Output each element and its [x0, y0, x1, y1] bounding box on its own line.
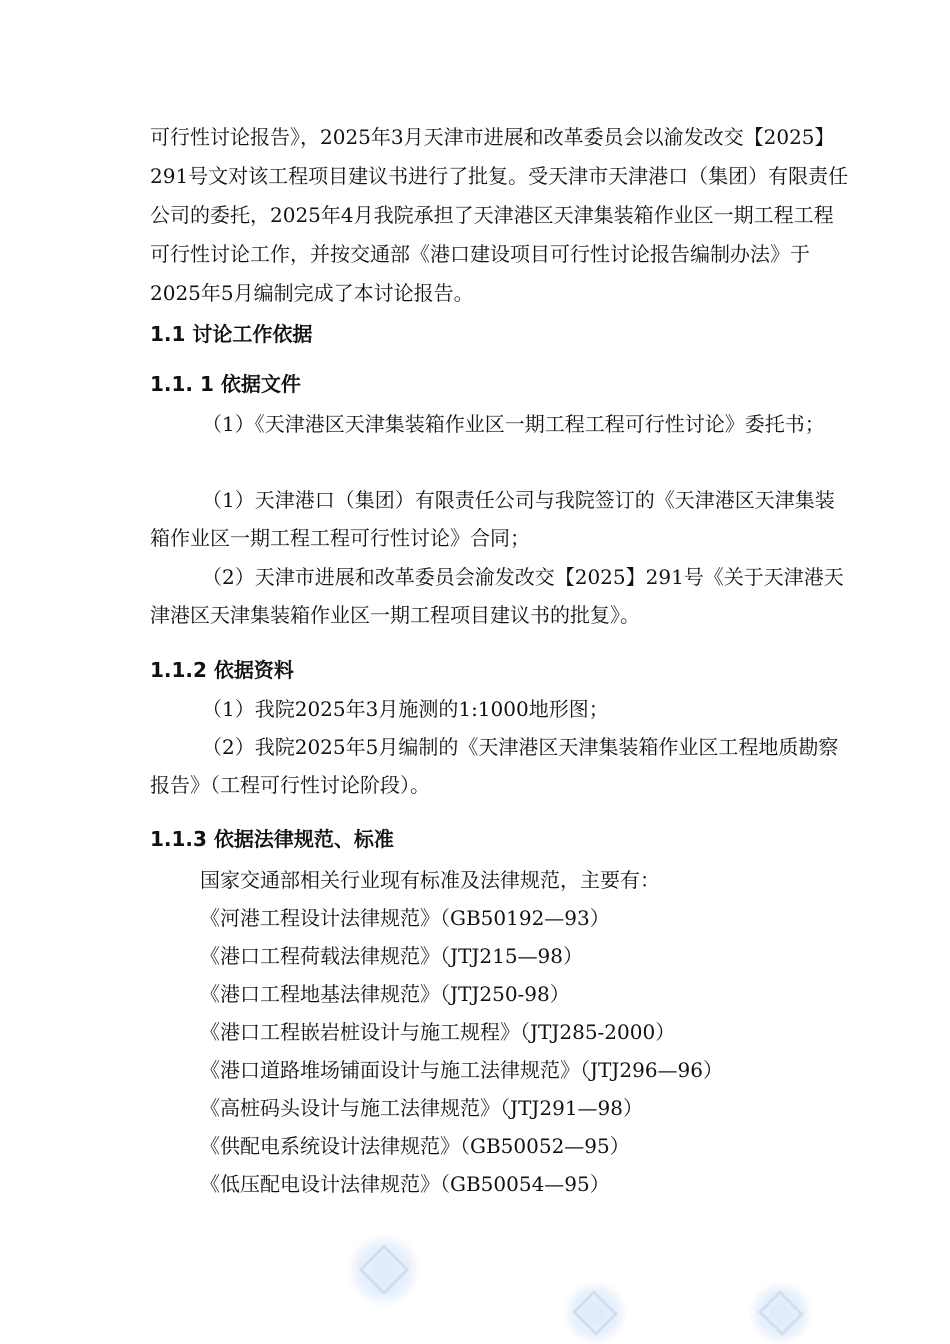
- section-heading-1-1: 1.1 讨论工作依据: [150, 322, 313, 346]
- watermark-snowflake-icon: [560, 1282, 630, 1344]
- material-item-2: （2）我院2025年5月编制的《天津港区天津集装箱作业区工程地质勘察报告》（工程可行性讨论阶段）。: [150, 735, 839, 797]
- standard-item: 《低压配电设计法律规范》（GB50054—95）: [200, 1172, 610, 1196]
- section-heading-1-1-3: 1.1.3 依据法律规范、标准: [150, 827, 394, 851]
- file-item-2: （1）天津港口（集团）有限责任公司与我院签订的《天津港区天津集装箱作业区一期工程工程可行性讨论》合同；: [150, 488, 835, 550]
- standard-item: 《港口工程荷载法律规范》（JTJ215—98）: [200, 944, 583, 968]
- section-heading-1-1-1: 1.1. 1 依据文件: [150, 372, 301, 396]
- standard-item: 《河港工程设计法律规范》（GB50192—93）: [200, 906, 610, 930]
- file-item-1: （1）《天津港区天津集装箱作业区一期工程工程可行性讨论》委托书；: [202, 412, 825, 436]
- intro-paragraph: 可行性讨论报告》，2025年3月天津市进展和改革委员会以渝发改交【2025】291号文对该工程项目建议书进行了批复。受天津市天津港口（集团）有限责任公司的委托，2025年4月我院承担了天津港区天津集装箱作业区一期工程工程可行性讨论工作，并按交通部《港口建设项目可行性讨论报告编制办法》于2025年5月编制完成了本讨论报告。: [150, 125, 849, 305]
- standard-item: 《高桩码头设计与施工法律规范》（JTJ291—98）: [200, 1096, 643, 1120]
- standards-intro: 国家交通部相关行业现有标准及法律规范，主要有：: [200, 868, 660, 892]
- watermark-snowflake-icon: [746, 1282, 816, 1344]
- standard-item: 《供配电系统设计法律规范》（GB50052—95）: [200, 1134, 630, 1158]
- standard-item: 《港口工程嵌岩桩设计与施工规程》（JTJ285-2000）: [200, 1020, 676, 1044]
- section-heading-1-1-2: 1.1.2 依据资料: [150, 658, 294, 682]
- watermark-snowflake-icon: [346, 1232, 422, 1308]
- standard-item: 《港口工程地基法律规范》（JTJ250-98）: [200, 982, 570, 1006]
- standard-item: 《港口道路堆场铺面设计与施工法律规范》（JTJ296—96）: [200, 1058, 723, 1082]
- file-item-3: （2）天津市进展和改革委员会渝发改交【2025】291号《关于天津港天津港区天津集装箱作业区一期工程项目建议书的批复》。: [150, 565, 844, 627]
- material-item-1: （1）我院2025年3月施测的1:1000地形图；: [202, 697, 609, 721]
